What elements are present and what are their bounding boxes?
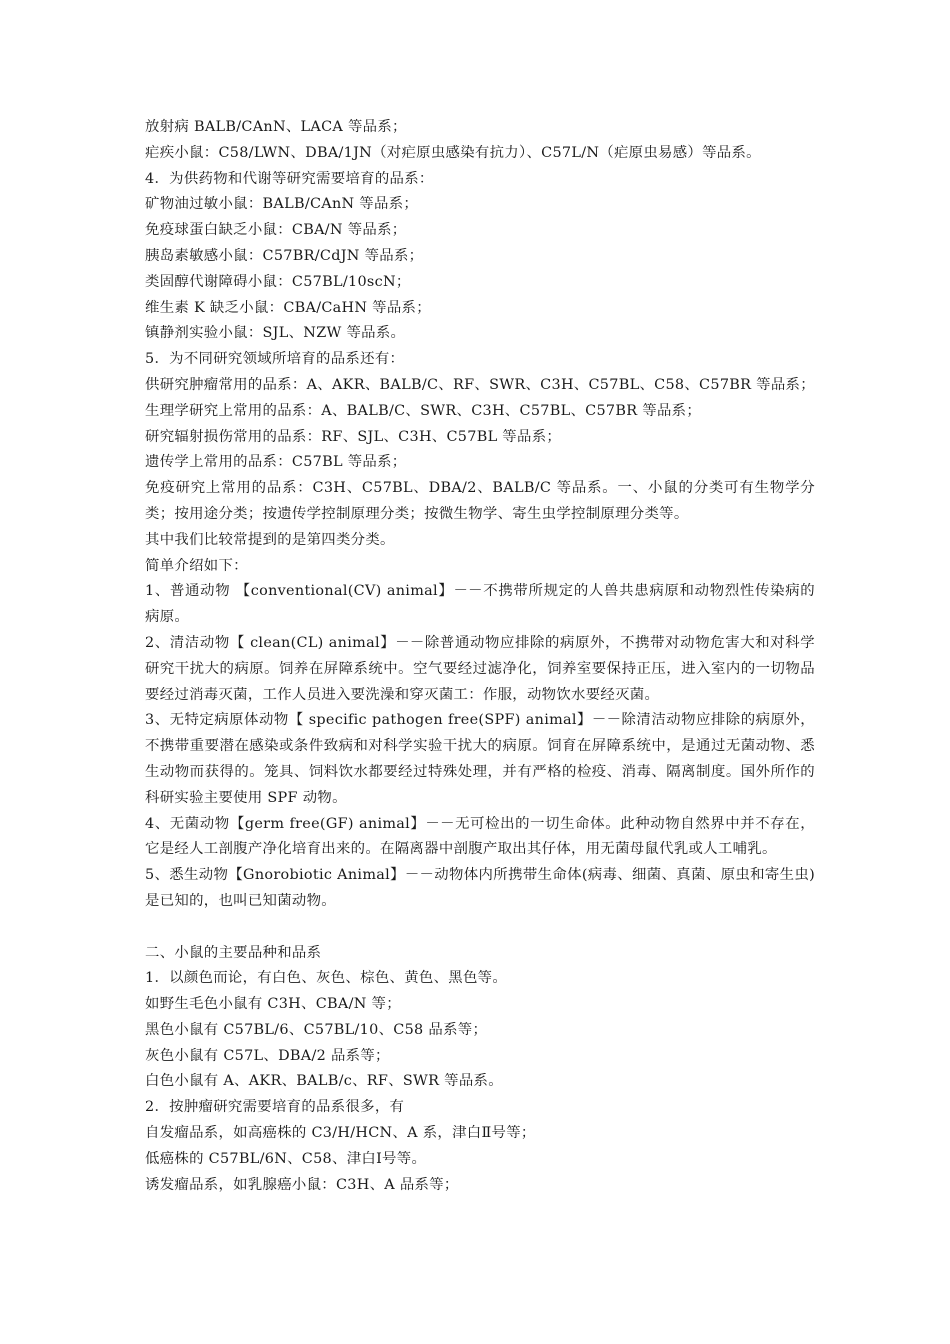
- text-line: 灰色小鼠有 C57L、DBA/2 品系等；: [145, 1047, 390, 1064]
- text-line: 诱发瘤品系，如乳腺癌小鼠：C3H、A 品系等；: [145, 1176, 459, 1193]
- text-line: 供研究肿瘤常用的品系：A、AKR、BALB/C、RF、SWR、C3H、C57BL、C58、C57BR 等品系；: [145, 376, 815, 393]
- text-line: 黑色小鼠有 C57BL/6、C57BL/10、C58 品系等；: [145, 1021, 488, 1038]
- text-line: 生理学研究上常用的品系：A、BALB/C、SWR、C3H、C57BL、C57BR 等品系；: [145, 402, 702, 419]
- text-line: 疟疾小鼠：C58/LWN、DBA/1JN（对疟原虫感染有抗力）、C57L/N（疟原虫易感）等品系。: [145, 144, 761, 161]
- text-line: 自发瘤品系，如高癌株的 C3/H/HCN、A 系，津白Ⅱ号等；: [145, 1125, 536, 1142]
- paragraph: 简单介绍如下：: [145, 557, 248, 574]
- document-page: [145, 115, 815, 1198]
- text-line: 镇静剂实验小鼠：SJL、NZW 等品系。: [145, 325, 406, 342]
- text-line: 类固醇代谢障碍小鼠：C57BL/10scN；: [145, 273, 411, 290]
- paragraph: 1、普通动物 【conventional(CV) animal】－－不携带所规定的人兽共患病原和动物烈性传染病的病原。: [145, 583, 815, 626]
- paragraph: 其中我们比较常提到的是第四类分类。: [145, 531, 395, 548]
- text-line: 遗传学上常用的品系：C57BL 等品系；: [145, 454, 407, 471]
- text-line: 白色小鼠有 A、AKR、BALB/c、RF、SWR 等品系。: [145, 1073, 503, 1090]
- text-line: 如野生毛色小鼠有 C3H、CBA/N 等；: [145, 996, 401, 1013]
- text-line: 放射病 BALB/CAnN、LACA 等品系；: [145, 119, 407, 135]
- text-line: 维生素 K 缺乏小鼠：CBA/CaHN 等品系；: [145, 299, 431, 316]
- blank-line: [145, 915, 815, 941]
- text-line: 低癌株的 C57BL/6N、C58、津白Ⅰ号等。: [145, 1150, 427, 1167]
- text-line: 矿物油过敏小鼠：BALB/CAnN 等品系；: [145, 196, 419, 213]
- section-heading: 二、小鼠的主要品种和品系: [145, 944, 322, 961]
- text-line: 1．以颜色而论，有白色、灰色、棕色、黄色、黑色等。: [145, 970, 508, 987]
- paragraph: 3、无特定病原体动物【 specific pathogen free(SPF) animal】－－除清洁动物应排除的病原外，不携带重要潜在感染或条件致病和对科学实验干扰大的病原。饲育在屏障系统中，是通过无菌动物、悉生动物而获得的。笼具、饲料饮水都要经过特殊处理，并有严格的检疫、消毒、隔离制度。国外所作的科研实验主要使用 SPF 动物。: [145, 712, 815, 806]
- paragraph: 4、无菌动物【germ free(GF) animal】－－无可检出的一切生命体。此种动物自然界中并不存在，它是经人工剖腹产净化培育出来的。在隔离器中剖腹产取出其仔体，用无菌母鼠代乳或人工哺乳。: [145, 815, 815, 858]
- text-line: 研究辐射损伤常用的品系：RF、SJL、C3H、C57BL 等品系；: [145, 428, 562, 445]
- paragraph: 免疫研究上常用的品系：C3H、C57BL、DBA/2、BALB/C 等品系。一、小鼠的分类可有生物学分类；按用途分类；按遗传学控制原理分类；按微生物学、寄生虫学控制原理分类等。: [145, 480, 815, 522]
- text-line: 5．为不同研究领域所培育的品系还有：: [145, 351, 405, 368]
- text-line: 2．按肿瘤研究需要培育的品系很多，有: [145, 1099, 405, 1116]
- text-line: 免疫球蛋白缺乏小鼠：CBA/N 等品系；: [145, 222, 407, 239]
- text-line: 4．为供药物和代谢等研究需要培育的品系：: [145, 170, 434, 187]
- paragraph: 5、悉生动物【Gnorobiotic Animal】－－动物体内所携带生命体(病毒、细菌、真菌、原虫和寄生虫)是已知的，也叫已知菌动物。: [145, 867, 815, 909]
- paragraph: 2、清洁动物【 clean(CL) animal】－－除普通动物应排除的病原外，不携带对动物危害大和对科学研究干扰大的病原。饲养在屏障系统中。空气要经过滤净化，饲养室要保持正压，进入室内的一切物品要经过消毒灭菌，工作人员进入要洗澡和穿灭菌工：作服，动物饮水要经灭菌。: [145, 634, 815, 703]
- text-line: 胰岛素敏感小鼠：C57BR/CdJN 等品系；: [145, 247, 424, 264]
